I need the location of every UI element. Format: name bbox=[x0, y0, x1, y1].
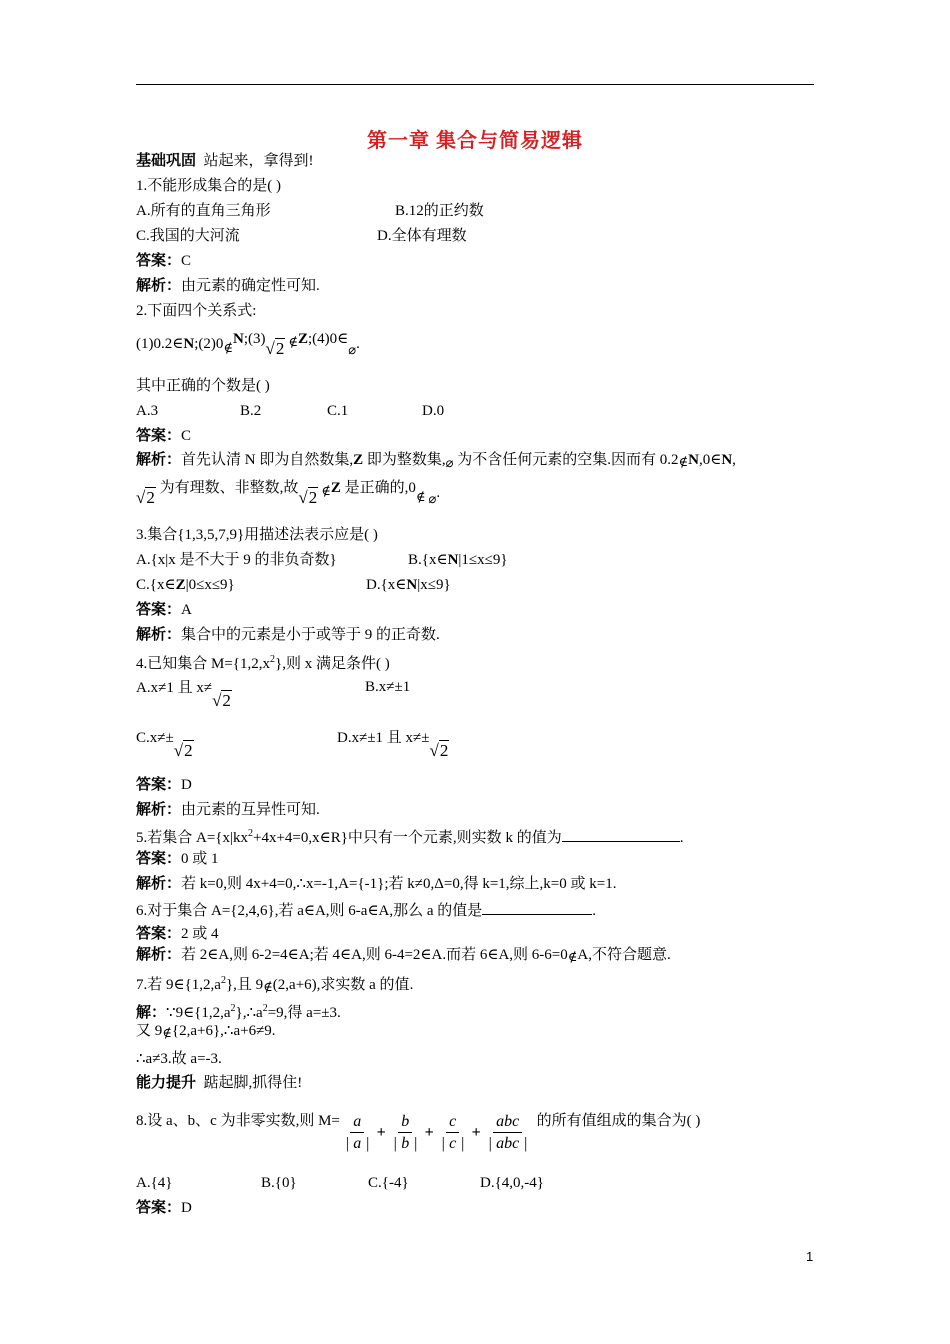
section-motto: 站起来，拿得到! bbox=[203, 153, 314, 169]
q1-option-b: B.12的正约数 bbox=[395, 203, 484, 219]
answer-label: 答案 bbox=[136, 428, 167, 444]
not-in-symbol: ∉ bbox=[223, 340, 233, 355]
not-in-symbol: ∉ bbox=[567, 949, 578, 964]
q3-option-text: C.{x∈ bbox=[136, 577, 176, 593]
fraction-denominator: | c | bbox=[440, 1134, 465, 1152]
q7-stem-text: 7.若 9∈{1,2,a bbox=[136, 977, 221, 993]
superscript: 2 bbox=[220, 975, 226, 986]
q4-stem bbox=[136, 651, 390, 673]
q2-analysis-text: 为不含任何元素的空集.因而有 0.2 bbox=[453, 452, 679, 468]
q1-answer-value: C bbox=[181, 253, 192, 269]
q2-analysis-text: 是正确的,0 bbox=[340, 480, 416, 496]
sqrt-symbol: √2 bbox=[265, 339, 285, 358]
fraction-denominator: | abc | bbox=[487, 1134, 528, 1152]
q4-option-text: C.x≠± bbox=[136, 730, 174, 746]
q6-stem bbox=[136, 900, 596, 920]
q7-solution-text: },∴a bbox=[235, 1005, 263, 1021]
section-heading-label: 基础巩固 bbox=[136, 153, 197, 169]
q8-stem bbox=[136, 1105, 700, 1161]
q8-option-d: D.{4,0,-4} bbox=[480, 1175, 544, 1191]
q4-option-a bbox=[136, 678, 232, 709]
answer-label: 答案 bbox=[136, 851, 167, 867]
q2-rel-set-n: N bbox=[183, 336, 195, 352]
q3-option-text: D.{x∈ bbox=[366, 577, 407, 593]
plus-sign: + bbox=[424, 1124, 434, 1141]
sqrt-symbol: √2 bbox=[173, 741, 193, 760]
fraction-abc bbox=[485, 1112, 531, 1155]
analysis-label: 解析 bbox=[136, 947, 167, 963]
plus-sign: + bbox=[376, 1124, 386, 1141]
q8-stem-text: 8.设 a、b、c 为非零实数,则 M= bbox=[136, 1113, 340, 1129]
q4-analysis-text: 由元素的互异性可知. bbox=[181, 802, 320, 818]
section-heading-advanced bbox=[136, 1074, 302, 1092]
superscript: 2 bbox=[262, 1003, 268, 1014]
q4-analysis: 解析：由元素的互异性可知. bbox=[136, 802, 320, 818]
q3-option-text: |0≤x≤9} bbox=[185, 577, 235, 593]
analysis-label: 解析 bbox=[136, 876, 167, 892]
q7-stem bbox=[136, 972, 413, 994]
q2-rel-text: ;(2)0 bbox=[194, 336, 224, 352]
q8-option-b: B.{0} bbox=[261, 1175, 297, 1191]
q7-solution-text: {2,a+6},∴a+6≠9. bbox=[171, 1023, 276, 1039]
sqrt-symbol: √2 bbox=[298, 488, 318, 507]
q2-analysis-text: , bbox=[732, 452, 736, 468]
q1-analysis-text: 由元素的确定性可知. bbox=[181, 278, 320, 294]
set-n: N bbox=[721, 452, 733, 468]
q2-rel-text: (1)0.2∈ bbox=[136, 336, 184, 352]
q3-analysis: 解析：集合中的元素是小于或等于 9 的正奇数. bbox=[136, 627, 440, 643]
header-rule bbox=[136, 84, 814, 85]
q6-stem-text: . bbox=[592, 903, 597, 919]
q7-stem-text: },且 9 bbox=[225, 977, 264, 993]
fraction-a bbox=[342, 1112, 373, 1155]
q2-analysis-text: 即为整数集, bbox=[363, 452, 446, 468]
empty-set-symbol: ⌀ bbox=[348, 342, 357, 357]
set-z: Z bbox=[353, 452, 364, 468]
q1-option-d: D.全体有理数 bbox=[377, 228, 467, 244]
q1-option-c: C.我国的大河流 bbox=[136, 228, 240, 244]
section-motto: 踮起脚,抓得住! bbox=[203, 1075, 303, 1091]
q2-stem: 2.下面四个关系式: bbox=[136, 303, 257, 319]
not-in-symbol: ∉ bbox=[321, 483, 331, 498]
chapter-title: 第一章 集合与简易逻辑 bbox=[367, 130, 583, 152]
q2-analysis-line2 bbox=[136, 479, 440, 506]
q6-analysis-text: 若 2∈A,则 6-2=4∈A;若 4∈A,则 6-4=2∈A.而若 6∈A,则 6-6=0 bbox=[181, 947, 568, 963]
q2-option-c: C.1 bbox=[327, 403, 349, 419]
q2-analysis-text: . bbox=[436, 485, 441, 501]
not-in-symbol: ∉ bbox=[263, 979, 273, 994]
q3-option-a: A.{x|x 是不大于 9 的非负奇数} bbox=[136, 552, 337, 568]
q6-stem-text: 6.对于集合 A={2,4,6},若 a∈A,则 6-a∈A,那么 a 的值是 bbox=[136, 903, 483, 919]
superscript: 2 bbox=[270, 654, 275, 665]
q2-analysis-text: 首先认清 N 即为自然数集, bbox=[181, 452, 354, 468]
answer-label: 答案 bbox=[136, 253, 167, 269]
q1-stem: 1.不能形成集合的是( ) bbox=[136, 178, 281, 194]
fraction-numerator: a bbox=[350, 1112, 364, 1133]
q3-option-b bbox=[408, 551, 508, 569]
answer-label: 答案 bbox=[136, 1200, 167, 1216]
q3-stem: 3.集合{1,3,5,7,9}用描述法表示应是( ) bbox=[136, 527, 378, 543]
q3-option-d bbox=[366, 576, 451, 594]
q4-stem-text: 4.已知集合 M={1,2,x bbox=[136, 656, 270, 672]
q2-rel-set-n: N bbox=[232, 331, 244, 347]
empty-set-symbol: ⌀ bbox=[445, 455, 454, 470]
q8-option-c: C.{-4} bbox=[368, 1175, 409, 1191]
q2-analysis-text: ,0∈ bbox=[698, 452, 722, 468]
q8-answer-value: D bbox=[181, 1200, 192, 1216]
q3-option-c bbox=[136, 576, 235, 594]
empty-set-symbol: ⌀ bbox=[428, 491, 437, 506]
q2-rel-text: ;(4)0∈ bbox=[307, 331, 349, 347]
not-in-symbol: ∉ bbox=[162, 1025, 172, 1040]
q5-stem-text: . bbox=[679, 830, 684, 846]
fraction-numerator: c bbox=[446, 1112, 459, 1133]
q4-option-b: B.x≠±1 bbox=[365, 679, 411, 695]
q2-answer: 答案：C bbox=[136, 428, 192, 444]
q3-option-text: B.{x∈ bbox=[408, 552, 448, 568]
q7-stem-text: (2,a+6),求实数 a 的值. bbox=[272, 977, 414, 993]
q5-stem-text: 5.若集合 A={x|kx bbox=[136, 830, 248, 846]
answer-label: 答案 bbox=[136, 777, 167, 793]
q4-stem-text: },则 x 满足条件( ) bbox=[275, 656, 390, 672]
q7-solution-text: =9,得 a=±3. bbox=[267, 1005, 341, 1021]
q4-option-d bbox=[337, 728, 449, 759]
q4-answer-value: D bbox=[181, 777, 192, 793]
q2-rel-set-z: Z bbox=[297, 331, 308, 347]
set-n: N bbox=[406, 577, 418, 593]
q5-analysis-text: 若 k=0,则 4x+4=0,∴x=-1,A={-1};若 k≠0,Δ=0,得 k=1,综上,k=0 或 k=1. bbox=[181, 876, 617, 892]
q7-solution-1: 解：$\because 9\in\{1,2,a^2\},\therefore a^2=9$,得 a=±3. bbox=[136, 1003, 341, 1021]
q5-answer: 答案：0 或 1 bbox=[136, 851, 219, 867]
q2-relations bbox=[136, 330, 360, 357]
q8-option-a: A.{4} bbox=[136, 1175, 173, 1191]
q7-solution-3: ∴a≠3.故 a=-3. bbox=[136, 1051, 222, 1067]
q1-option-a: A.所有的直角三角形 bbox=[136, 203, 271, 219]
q2-analysis-text: 为有理数、非整数,故 bbox=[155, 480, 299, 496]
superscript: 2 bbox=[248, 828, 253, 839]
analysis-label: 解析 bbox=[136, 452, 167, 468]
q5-stem-text: +4x+4=0,x∈R}中只有一个元素,则实数 k 的值为 bbox=[253, 830, 562, 846]
q5-answer-value: 0 或 1 bbox=[181, 851, 219, 867]
q5-answer-blank[interactable] bbox=[562, 827, 680, 842]
q6-answer: 答案：2 或 4 bbox=[136, 926, 219, 942]
set-z: Z bbox=[330, 480, 341, 496]
q2-option-d: D.0 bbox=[422, 403, 445, 419]
plus-sign: + bbox=[471, 1124, 481, 1141]
fraction-denominator: | b | bbox=[392, 1134, 418, 1152]
q2-analysis: 解析：首先认清 N 即为自然数集,Z 即为整数集,⌀ 为不含任何元素的空集.因而有 0.2∉N,0∈N, bbox=[136, 452, 736, 470]
answer-label: 答案 bbox=[136, 602, 167, 618]
q2-rel-text: ;(3) bbox=[243, 331, 266, 347]
q4-option-text: D.x≠±1 且 x≠± bbox=[337, 730, 430, 746]
page-number: 1 bbox=[806, 1249, 814, 1264]
q7-solution-text: ∵9∈{1,2,a bbox=[166, 1005, 231, 1021]
q3-answer: 答案：A bbox=[136, 602, 192, 618]
q7-solution-text: 又 9 bbox=[136, 1023, 163, 1039]
solution-label: 解 bbox=[136, 1005, 152, 1021]
q6-analysis-text: A,不符合题意. bbox=[577, 947, 671, 963]
q4-option-text: A.x≠1 且 x≠ bbox=[136, 680, 213, 696]
q8-stem-text: 的所有值组成的集合为( ) bbox=[536, 1113, 701, 1129]
q2-option-a: A.3 bbox=[136, 403, 159, 419]
not-in-symbol: ∉ bbox=[678, 454, 689, 469]
analysis-label: 解析 bbox=[136, 627, 167, 643]
q3-answer-value: A bbox=[181, 602, 192, 618]
q6-answer-value: 2 或 4 bbox=[181, 926, 219, 942]
section-heading-basic bbox=[136, 152, 314, 170]
q2-answer-value: C bbox=[181, 428, 192, 444]
sqrt-symbol: √2 bbox=[429, 741, 449, 760]
q3-option-text: |x≤9} bbox=[417, 577, 451, 593]
q4-option-c bbox=[136, 728, 194, 759]
fraction-b bbox=[390, 1112, 421, 1155]
q1-analysis: 解析：由元素的确定性可知. bbox=[136, 278, 320, 294]
q6-answer-blank[interactable] bbox=[482, 900, 592, 915]
fraction-numerator: b bbox=[398, 1112, 412, 1133]
q7-solution-2 bbox=[136, 1022, 276, 1040]
q3-analysis-text: 集合中的元素是小于或等于 9 的正奇数. bbox=[181, 627, 440, 643]
answer-label: 答案 bbox=[136, 926, 167, 942]
set-z: Z bbox=[175, 577, 186, 593]
sqrt-symbol: √2 bbox=[212, 691, 231, 710]
q8-answer: 答案：D bbox=[136, 1200, 192, 1216]
q6-analysis: 解析：若 2∈A,则 6-2=4∈A;若 4∈A,则 6-4=2∈A.而若 6∈A,则 6-6=0∉A,不符合题意. bbox=[136, 947, 671, 964]
section-heading-label: 能力提升 bbox=[136, 1075, 197, 1091]
not-in-symbol: ∉ bbox=[415, 489, 426, 504]
fraction-numerator: abc bbox=[493, 1112, 522, 1133]
set-n: N bbox=[688, 452, 699, 468]
fraction-c bbox=[438, 1112, 468, 1155]
not-in-symbol: ∉ bbox=[288, 334, 298, 349]
q3-option-text: |1≤x≤9} bbox=[458, 552, 508, 568]
q4-answer: 答案：D bbox=[136, 777, 192, 793]
q1-answer: 答案：C bbox=[136, 253, 192, 269]
fraction-denominator: | a | bbox=[344, 1134, 370, 1152]
q2-option-b: B.2 bbox=[240, 403, 262, 419]
q2-rel-text: . bbox=[356, 336, 360, 352]
q2-stem2: 其中正确的个数是( ) bbox=[136, 378, 270, 394]
q5-stem bbox=[136, 825, 683, 847]
sqrt-symbol: √2 bbox=[136, 488, 155, 507]
superscript: 2 bbox=[230, 1003, 236, 1014]
set-n: N bbox=[447, 552, 459, 568]
q5-analysis: 解析：若 k=0,则 4x+4=0,∴x=-1,A={-1};若 k≠0,Δ=0,得 k=1,综上,k=0 或 k=1. bbox=[136, 876, 617, 892]
analysis-label: 解析 bbox=[136, 278, 167, 294]
analysis-label: 解析 bbox=[136, 802, 167, 818]
